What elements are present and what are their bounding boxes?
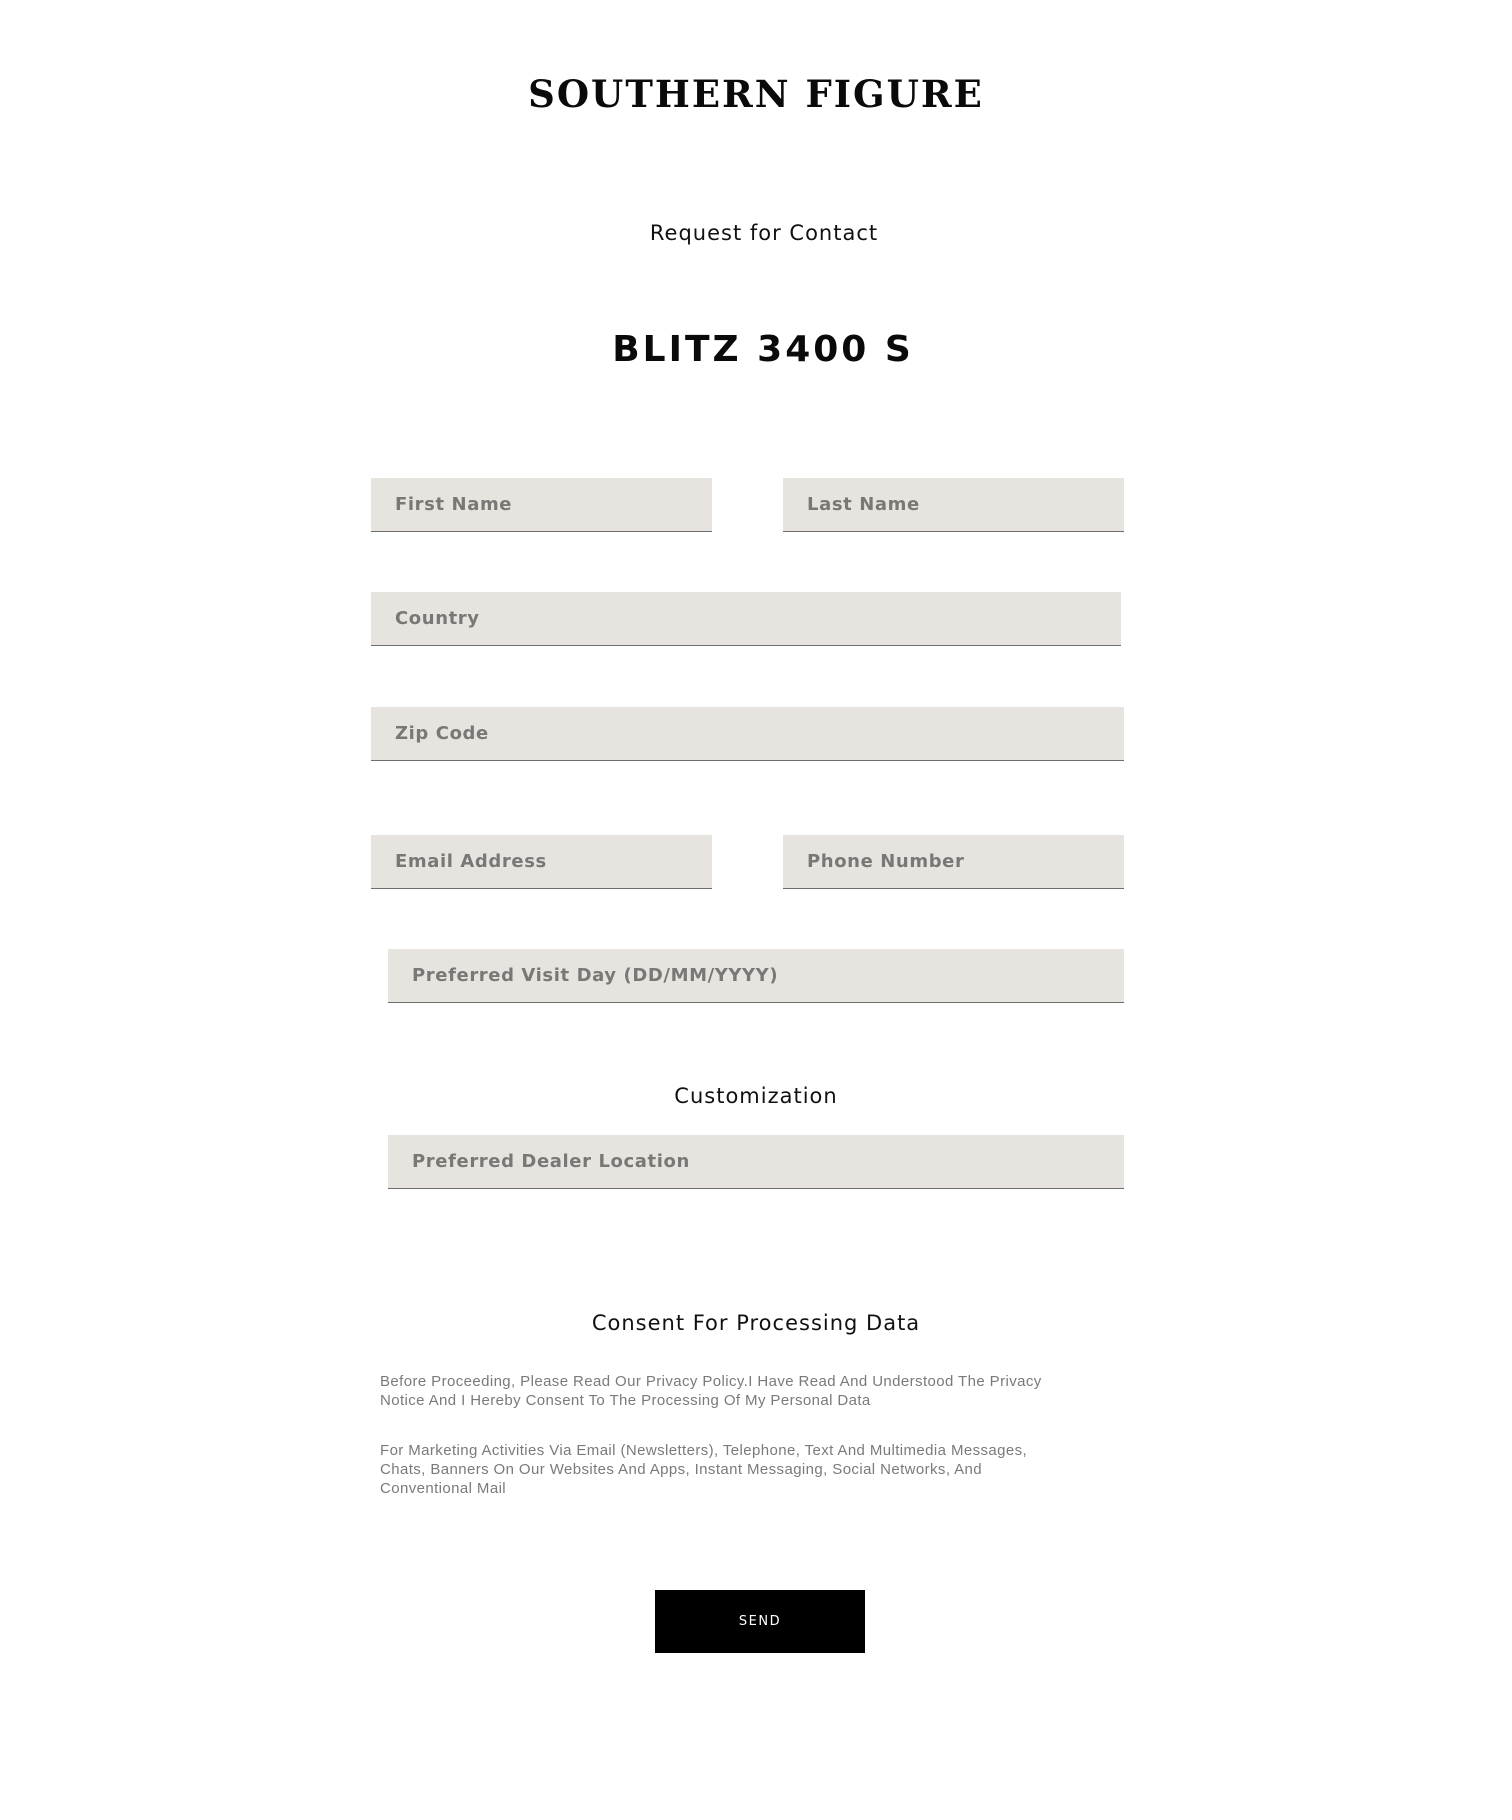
last-name-field[interactable] xyxy=(783,478,1124,532)
send-button[interactable]: SEND xyxy=(655,1590,865,1653)
customization-heading: Customization xyxy=(674,1084,838,1108)
page-subtitle: Request for Contact xyxy=(649,221,879,245)
consent-privacy-text: Before Proceeding, Please Read Our Privacy Policy.I Have Read And Understood The Privacy Notice And I Hereby Consent To The Processing Of My Personal Data xyxy=(380,1373,1042,1409)
country-input[interactable] xyxy=(395,592,1121,645)
dealer-location-field[interactable] xyxy=(388,1135,1124,1189)
brand-logo[interactable]: SOUTHERN FIGURE xyxy=(528,72,984,116)
phone-input[interactable] xyxy=(807,835,1124,888)
zip-code-field[interactable] xyxy=(371,707,1124,761)
last-name-input[interactable] xyxy=(807,478,1124,531)
first-name-field[interactable] xyxy=(371,478,712,532)
consent-heading: Consent For Processing Data xyxy=(591,1311,921,1335)
email-field[interactable] xyxy=(371,835,712,889)
visit-day-field[interactable] xyxy=(388,949,1124,1003)
consent-marketing-text: For Marketing Activities Via Email (Newsletters), Telephone, Text And Multimedia Messages, Chats, Banners On Our Websites And Apps, Instant Messaging, Social Networks, And Conventional Mail xyxy=(380,1442,1028,1497)
phone-field[interactable] xyxy=(783,835,1124,889)
email-input[interactable] xyxy=(395,835,712,888)
country-field[interactable] xyxy=(371,592,1121,646)
zip-code-input[interactable] xyxy=(395,707,1124,760)
dealer-location-input[interactable] xyxy=(412,1135,1124,1188)
first-name-input[interactable] xyxy=(395,478,712,531)
visit-day-input[interactable] xyxy=(412,949,1124,1002)
model-title: BLITZ 3400 S xyxy=(612,329,914,370)
